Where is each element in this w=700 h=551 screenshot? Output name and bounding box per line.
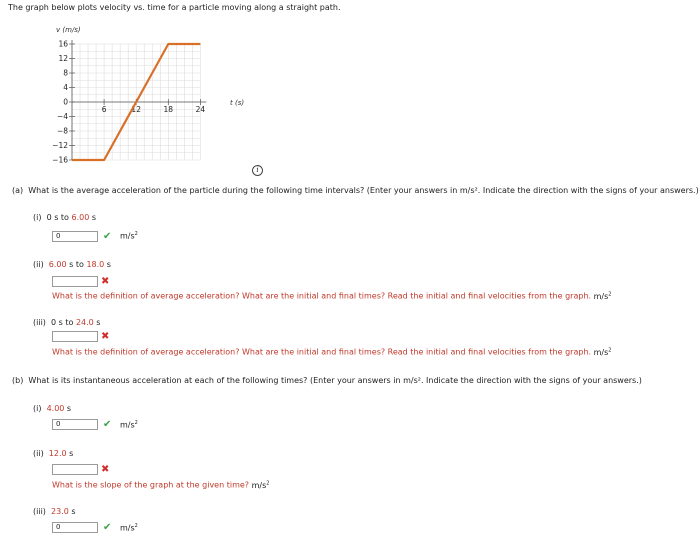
part-a-iii-label: (iii) 0 s to 24.0 s [33, 318, 101, 327]
y-tick-label: −4 [56, 112, 68, 121]
incorrect-cross-icon: ✖ [101, 331, 110, 342]
y-tick-labels [52, 40, 68, 165]
y-tick-label: 12 [58, 54, 68, 63]
x-tick-label: 12 [131, 105, 141, 114]
velocity-time-graph [50, 22, 310, 167]
part-a-iii-answer-field[interactable] [52, 331, 98, 342]
part-b-iii-label: (iii) 23.0 s [33, 507, 76, 516]
correct-check-icon: ✔ [103, 522, 112, 533]
y-tick-label: −8 [56, 126, 68, 136]
correct-check-icon: ✔ [103, 231, 112, 242]
y-tick-label: 0 [63, 97, 68, 107]
unit-label: $m/s^2$ [120, 231, 138, 241]
y-tick-label: 16 [58, 39, 68, 49]
part-a-i-label: (i) 0 s to 6.00 s [33, 213, 97, 222]
part-a-question: (a) What is the average acceleration of the particle during the following time intervals? (Enter your answers in m/s². Indicate the direction with the signs of your answers.) [12, 186, 699, 195]
unit-label: $m/s^2$ [120, 523, 138, 533]
part-b-ii-answer-field[interactable] [52, 464, 98, 475]
part-b-question: (b) What is its instantaneous acceleration at each of the following times? (Enter your answers in m/s². Indicate the direction with the signs of your answers.) [12, 376, 642, 385]
part-b-i-answer-field[interactable] [52, 419, 98, 430]
part-b-ii-label: (ii) 12.0 s [33, 449, 74, 458]
part-a-i-answer-field[interactable] [52, 231, 98, 242]
x-axis-label: t (s) [230, 99, 245, 107]
x-tick-label: 6 [101, 105, 107, 114]
y-tick-label: 8 [63, 68, 68, 78]
x-tick-label: 24 [195, 105, 206, 114]
intro-text: The graph below plots velocity vs. time for a particle moving along a straight path. [8, 3, 341, 12]
part-b-ii-hint: What is the slope of the graph at the given time? $m/s^2$ [52, 480, 270, 490]
x-tick-label: 18 [163, 105, 174, 114]
part-b-iii-answer-field[interactable] [52, 522, 98, 533]
y-tick-label: 4 [63, 83, 68, 92]
correct-check-icon: ✔ [103, 419, 112, 430]
info-circle-icon[interactable]: i [252, 165, 263, 176]
incorrect-cross-icon: ✖ [101, 464, 110, 475]
y-axis-label: v (m/s) [56, 26, 81, 34]
unit-label: $m/s^2$ [120, 420, 138, 430]
incorrect-cross-icon: ✖ [101, 276, 110, 287]
part-a-ii-answer-field[interactable] [52, 276, 98, 287]
y-tick-label: −16 [52, 155, 68, 165]
part-a-ii-hint: What is the definition of average acceleration? What are the initial and final times? Read the initial and final velocities from the graph. $m/s^2$ [52, 291, 612, 301]
part-a-iii-hint: What is the definition of average acceleration? What are the initial and final times? Read the initial and final velocities from the graph. $m/s^2$ [52, 347, 612, 357]
part-b-i-label: (i) 4.00 s [33, 404, 72, 413]
y-tick-label: −12 [52, 141, 68, 150]
part-a-ii-label: (ii) 6.00 s to 18.0 s [33, 260, 111, 269]
